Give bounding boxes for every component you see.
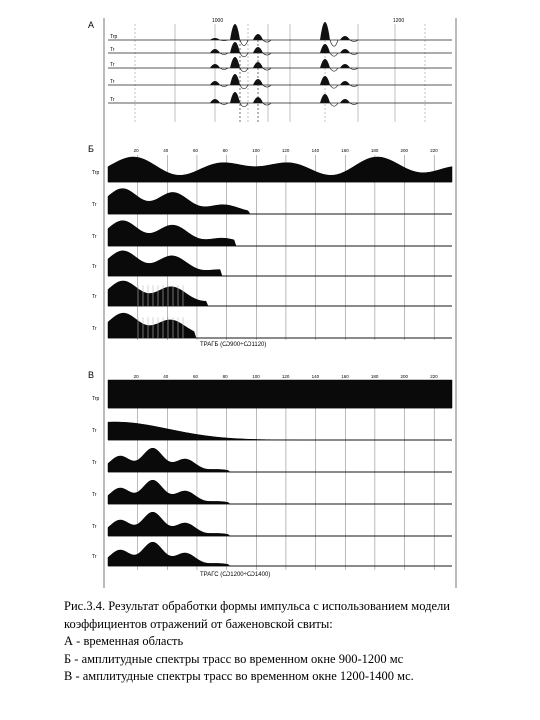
panel-b bbox=[88, 144, 452, 348]
frequency-tick-label: 20 bbox=[133, 374, 139, 379]
figure-caption bbox=[64, 598, 534, 686]
amplitude-spectrum bbox=[108, 251, 452, 276]
wavelet-lobe bbox=[320, 76, 330, 85]
trace-label: Tr bbox=[92, 492, 97, 498]
wavelet-lobe bbox=[253, 34, 263, 40]
wavelet-trough bbox=[330, 103, 338, 106]
frequency-tick-label: 160 bbox=[341, 374, 349, 379]
frequency-tick-label: 60 bbox=[192, 148, 198, 153]
wavelet-trough bbox=[330, 68, 338, 71]
wavelet-lobe bbox=[320, 59, 330, 68]
wavelet-lobe bbox=[320, 94, 330, 103]
trace-label: Trp bbox=[110, 34, 118, 40]
wavelet-lobe bbox=[230, 74, 240, 85]
wavelet-trough bbox=[330, 40, 338, 46]
panel-v-footer: ТРАГС (Ѡ1200÷Ѡ1400) bbox=[200, 572, 271, 578]
wavelet-trough bbox=[240, 40, 248, 46]
frequency-tick-label: 20 bbox=[133, 148, 139, 153]
caption-item-v: В - амплитудные спектры трасс во временном окне 1200-1400 мс. bbox=[64, 669, 414, 683]
trace-label: Tr bbox=[92, 326, 97, 332]
amplitude-spectrum bbox=[108, 157, 452, 182]
wavelet-lobe bbox=[210, 38, 220, 40]
amplitude-spectrum bbox=[108, 281, 452, 306]
wavelet-lobe bbox=[340, 36, 350, 40]
trace-label: Tr bbox=[92, 234, 97, 240]
wavelet-lobe bbox=[210, 99, 220, 103]
amplitude-spectrum bbox=[108, 221, 452, 246]
trace-label: Tr bbox=[110, 47, 115, 53]
wavelet-lobe bbox=[210, 81, 220, 85]
caption-item-b: Б - амплитудные спектры трасс во временном окне 900-1200 мс bbox=[64, 651, 404, 666]
wavelet-trough bbox=[240, 103, 248, 107]
amplitude-spectrum bbox=[108, 313, 452, 338]
frequency-tick-label: 220 bbox=[430, 374, 438, 379]
frequency-tick-label: 180 bbox=[370, 374, 379, 379]
panel-a-time-mark-1: 1000 bbox=[212, 18, 224, 24]
frequency-tick-label: 220 bbox=[430, 148, 438, 153]
panel-v-traces bbox=[92, 380, 452, 570]
panel-b-footer: ТРАГБ (Ѡ900÷Ѡ1120) bbox=[200, 342, 267, 348]
frequency-tick-label: 140 bbox=[311, 148, 320, 153]
wavelet-lobe bbox=[340, 99, 350, 103]
frequency-tick-label: 40 bbox=[163, 374, 169, 379]
trace-label: Tr bbox=[110, 79, 115, 85]
frequency-tick-label: 100 bbox=[252, 148, 260, 153]
amplitude-spectrum bbox=[108, 480, 452, 504]
frequency-tick-label: 80 bbox=[222, 148, 228, 153]
frequency-tick-label: 80 bbox=[222, 374, 228, 379]
amplitude-spectrum bbox=[108, 448, 452, 472]
wavelet-lobe bbox=[340, 81, 350, 85]
frequency-tick-label: 60 bbox=[192, 374, 198, 379]
trace-label: Tr bbox=[110, 62, 115, 68]
panel-v bbox=[88, 370, 452, 578]
trace-label: Tr bbox=[92, 554, 97, 560]
frequency-tick-label: 120 bbox=[281, 148, 290, 153]
wavelet-lobe bbox=[320, 44, 330, 53]
frequency-tick-label: 200 bbox=[400, 374, 409, 379]
wavelet-lobe bbox=[320, 22, 330, 40]
frequency-tick-label: 180 bbox=[370, 148, 379, 153]
amplitude-spectrum bbox=[108, 512, 452, 536]
panel-v-frequency-ticks bbox=[134, 374, 439, 379]
trace-label: Trp bbox=[92, 396, 100, 402]
wavelet-trough bbox=[240, 85, 248, 89]
frequency-tick-label: 40 bbox=[163, 148, 169, 153]
trace-label: Trp bbox=[92, 170, 100, 176]
wavelet-trough bbox=[240, 53, 248, 57]
amplitude-spectrum bbox=[108, 380, 452, 408]
panel-a-traces bbox=[108, 22, 452, 122]
trace-label: Tr bbox=[110, 97, 115, 103]
panel-b-traces bbox=[92, 155, 452, 340]
panel-b-letter: Б bbox=[88, 144, 94, 154]
panel-v-letter: В bbox=[88, 370, 95, 380]
wavelet-lobe bbox=[210, 49, 220, 53]
caption-title-line-2: коэффициентов отражений от баженовской свиты: bbox=[64, 616, 333, 631]
trace-label: Tr bbox=[92, 460, 97, 466]
trace-label: Tr bbox=[92, 202, 97, 208]
trace-label: Tr bbox=[92, 524, 97, 530]
wavelet-lobe bbox=[340, 49, 350, 53]
amplitude-spectrum bbox=[108, 542, 452, 566]
panel-a-time-mark-2: 1200 bbox=[393, 18, 405, 24]
wavelet-trough bbox=[330, 53, 338, 56]
wavelet-lobe bbox=[230, 57, 240, 68]
wavelet-lobe bbox=[210, 64, 220, 68]
frequency-tick-label: 120 bbox=[281, 374, 290, 379]
wavelet-lobe bbox=[230, 42, 240, 53]
panel-a bbox=[88, 18, 452, 122]
wavelet-lobe bbox=[340, 64, 350, 68]
frequency-tick-label: 160 bbox=[341, 148, 349, 153]
wavelet-trough bbox=[330, 85, 338, 88]
panel-a-letter: А bbox=[88, 20, 95, 30]
trace-label: Tr bbox=[92, 294, 97, 300]
panel-b-frequency-ticks bbox=[134, 148, 439, 153]
amplitude-spectrum bbox=[108, 189, 452, 214]
trace-label: Tr bbox=[92, 264, 97, 270]
wavelet-lobe bbox=[230, 92, 240, 103]
wavelet-lobe bbox=[230, 24, 240, 40]
caption-title-line-1: Рис.3.4. Результат обработки формы импульса с использованием модели bbox=[64, 599, 450, 613]
trace-label: Tr bbox=[92, 428, 97, 434]
frequency-tick-label: 200 bbox=[400, 148, 409, 153]
frequency-tick-label: 140 bbox=[311, 374, 320, 379]
frequency-tick-label: 100 bbox=[252, 374, 260, 379]
wavelet-trough bbox=[240, 68, 248, 72]
amplitude-spectrum bbox=[108, 422, 452, 440]
caption-item-a: А - временная область bbox=[64, 634, 184, 648]
